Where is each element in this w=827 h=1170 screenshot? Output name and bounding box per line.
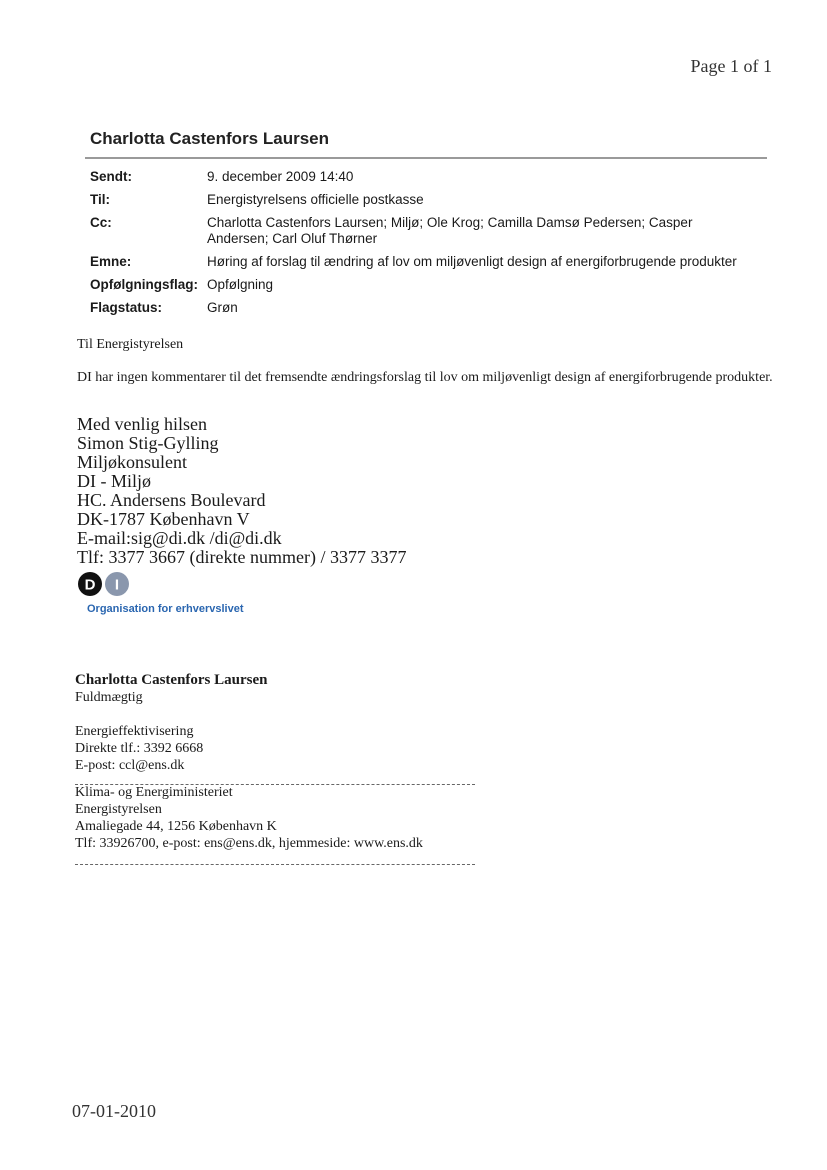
sender-name: Charlotta Castenfors Laursen	[90, 129, 329, 148]
signature-block	[77, 415, 406, 567]
page-number: Page 1 of 1	[690, 56, 772, 76]
signature2-agency: Energistyrelsen	[75, 802, 162, 817]
di-logo	[77, 570, 139, 598]
header-label: Sendt:	[90, 169, 132, 184]
header-row-subject	[90, 254, 770, 270]
signature-email: E-mail:sig@di.dk /di@di.dk	[77, 528, 282, 548]
header-value: Opfølgning	[207, 277, 274, 292]
message-body: DI har ingen kommentarer til det fremsendte ændringsforslag til lov om miljøvenligt design af energiforbrugende produkter.	[77, 370, 773, 385]
header-label: Til:	[90, 192, 110, 207]
header-row-to	[90, 192, 770, 208]
logo-d-letter: D	[84, 576, 96, 594]
header-label: Opfølgningsflag:	[90, 277, 198, 292]
header-row-flagstatus	[90, 300, 770, 316]
signature-dept: DI - Miljø	[77, 471, 151, 491]
signature2-email: E-post: ccl@ens.dk	[75, 758, 185, 773]
logo-i-letter: I	[114, 576, 120, 594]
header-divider	[85, 157, 767, 159]
signature2-ministry: Klima- og Energiministeriet	[75, 785, 233, 800]
signature2-title: Fuldmægtig	[75, 690, 143, 705]
signature2-name: Charlotta Castenfors Laursen	[75, 672, 268, 688]
header-label: Cc:	[90, 215, 112, 230]
dashed-separator	[75, 784, 475, 785]
signature2-contact: Tlf: 33926700, e-post: ens@ens.dk, hjemmeside: www.ens.dk	[75, 836, 423, 851]
header-label: Emne:	[90, 254, 132, 269]
dashed-separator	[75, 864, 475, 865]
header-row-followup	[90, 277, 770, 293]
header-row-cc	[90, 215, 770, 247]
signature-city: DK-1787 København V	[77, 509, 250, 529]
logo-tagline: Organisation for erhvervslivet	[87, 603, 244, 615]
footer-date: 07-01-2010	[72, 1101, 156, 1121]
signature-name: Simon Stig-Gylling	[77, 433, 219, 453]
header-value: Energistyrelsens officielle postkasse	[207, 192, 424, 207]
header-label: Flagstatus:	[90, 300, 163, 315]
signature2-address: Amaliegade 44, 1256 København K	[75, 819, 277, 834]
header-row-sent	[90, 169, 770, 185]
signature-phone: Tlf: 3377 3667 (direkte nummer) / 3377 3377	[77, 547, 407, 567]
signature2-block	[75, 672, 423, 852]
header-value: 9. december 2009 14:40	[207, 169, 354, 184]
signature-title: Miljøkonsulent	[77, 452, 188, 472]
header-value: Grøn	[207, 300, 238, 315]
signature-closing: Med venlig hilsen	[77, 414, 207, 434]
signature2-direct-phone: Direkte tlf.: 3392 6668	[75, 741, 204, 756]
header-value: Charlotta Castenfors Laursen; Miljø; Ole Krog; Camilla Damsø Pedersen; Casper Andersen; Carl Oluf Thørner	[207, 215, 693, 246]
signature2-unit: Energieffektivisering	[75, 724, 194, 739]
signature-street: HC. Andersens Boulevard	[77, 490, 266, 510]
greeting: Til Energistyrelsen	[77, 337, 184, 352]
header-value: Høring af forslag til ændring af lov om miljøvenligt design af energiforbrugende produkter	[207, 254, 737, 269]
email-headers	[90, 169, 770, 323]
